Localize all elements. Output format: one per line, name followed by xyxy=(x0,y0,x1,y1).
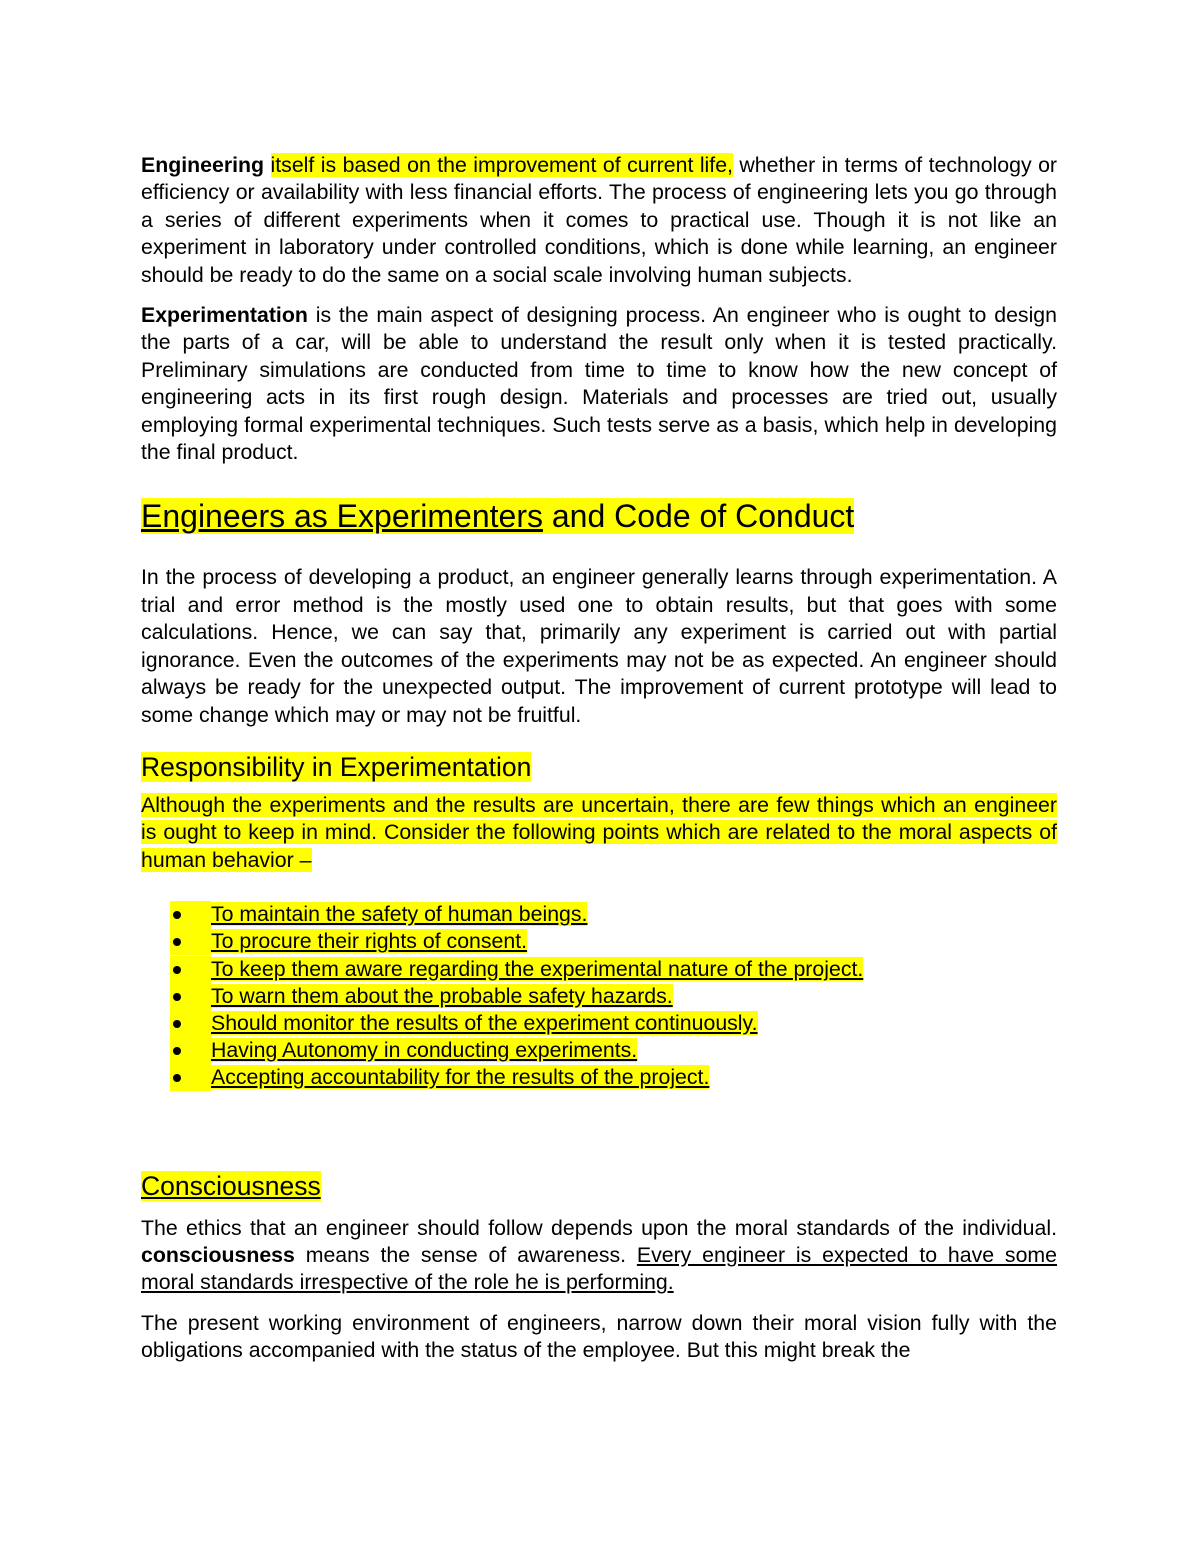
heading-consciousness xyxy=(141,1169,1057,1203)
list-item: To procure their rights of consent. xyxy=(141,928,1057,955)
bullet-icon xyxy=(170,956,211,983)
term-consciousness: consciousness xyxy=(141,1242,295,1267)
heading-responsibility xyxy=(141,750,1057,784)
bullet-icon xyxy=(170,1010,211,1037)
paragraph-working-environment: The present working environment of engineers, narrow down their moral vision fully with the obligations accompanied with the status of the employee. But this might break the xyxy=(141,1310,1057,1363)
paragraph-responsibility xyxy=(141,792,1057,874)
list-item: To keep them aware regarding the experimental nature of the project. xyxy=(141,956,1057,983)
heading-text: Responsibility in Experimentation xyxy=(141,751,532,782)
paragraph-developing-product: In the process of developing a product, an engineer generally learns through experimentation. A trial and error method is the mostly used one to obtain results, but that goes with some calculations. Hence, we can say that, primarily any experiment is carried out with partial ignorance. Even the outcomes of the experiments may not be as expected. An engineer should always be ready for the unexpected output. The improvement of current prototype will lead to some change which may or may not be fruitful. xyxy=(141,565,1057,727)
list-item: Having Autonomy in conducting experiments. xyxy=(141,1037,1057,1064)
paragraph-text: is the main aspect of designing process. An engineer who is ought to design the parts of a car, will be able to understand the result only when it is tested practically. Preliminary simulations are conducted from time to time to know how the new concept of engineering acts in its first rough design. Materials and processes are tried out, usually employing formal experimental techniques. Such tests serve as a basis, which help in developing the final product. xyxy=(141,303,1057,465)
heading-engineers-as-experimenters xyxy=(141,496,1057,536)
heading-highlight: Engineers as Experimenters xyxy=(141,498,543,535)
bullet-icon xyxy=(170,1064,211,1091)
underlined-text: Every engineer is expected to have some moral standards irrespective of the role he is performing. xyxy=(141,1242,1058,1295)
list-item: Should monitor the results of the experiment continuously. xyxy=(141,1010,1057,1037)
list-item: Accepting accountability for the results of the project. xyxy=(141,1064,1057,1091)
document-page xyxy=(141,152,1057,1365)
list-item: To maintain the safety of human beings. xyxy=(141,901,1057,928)
paragraph-experimentation xyxy=(141,302,1057,466)
highlighted-text: itself is based on the improvement of current life, xyxy=(270,153,733,177)
paragraph-engineering xyxy=(141,152,1057,289)
bullet-icon xyxy=(170,1037,211,1064)
term-engineering: Engineering xyxy=(141,153,265,177)
highlighted-text: Although the experiments and the results are uncertain, there are few things which an engineer is ought to keep in mind. Consider the following points which are related to the moral aspects of human behavior – xyxy=(141,792,1057,872)
paragraph-consciousness: The ethics that an engineer should follow depends upon the moral standards of the individual. consciousness means the sense of awareness. Every engineer is expected to have some moral standards irrespective of the role he is performing. xyxy=(141,1215,1058,1295)
responsibility-list xyxy=(141,901,1057,1091)
paragraph-text: whether in terms of technology or efficiency or availability with less financial efforts. The process of engineering lets you go through a series of different experiments when it comes to practical use. Though it is not like an experiment in laboratory under controlled conditions, which is done while learning, an engineer should be ready to do the same on a social scale involving human subjects. xyxy=(141,153,1058,287)
bullet-icon xyxy=(170,901,211,928)
heading-rest: and Code of Conduct xyxy=(542,498,855,535)
list-item: To warn them about the probable safety hazards. xyxy=(141,983,1057,1010)
bullet-icon xyxy=(170,983,211,1010)
heading-text: Consciousness xyxy=(141,1170,321,1201)
term-experimentation: Experimentation xyxy=(141,303,308,328)
bullet-icon xyxy=(170,928,211,955)
